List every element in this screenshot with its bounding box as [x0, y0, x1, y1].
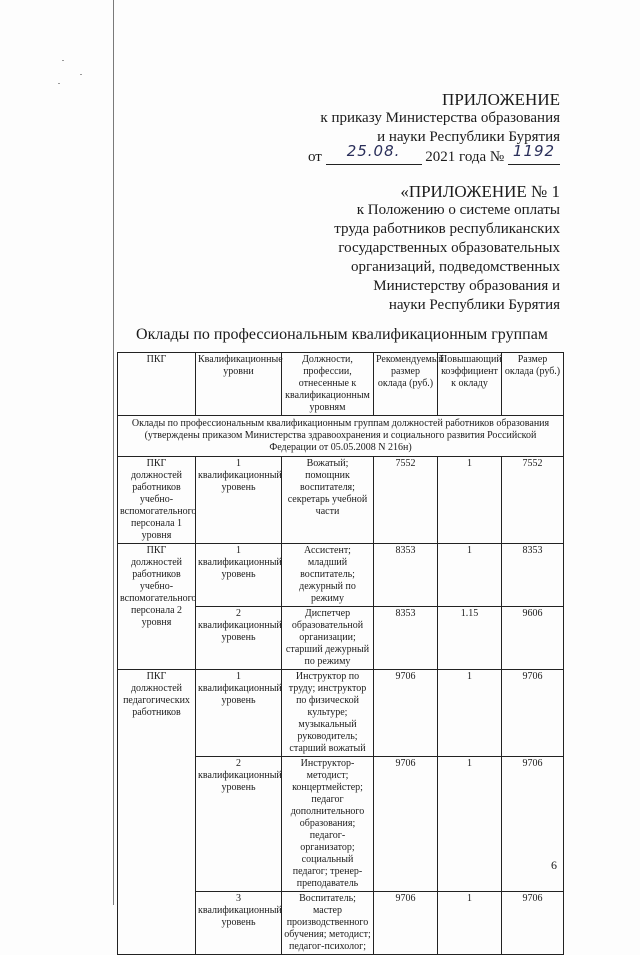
pkg-cell: ПКГ должностей работников учебно-вспомогательного персонала 2 уровня [118, 544, 196, 670]
pkg-cell: ПКГ должностей педагогических работников [118, 670, 196, 955]
appendix-ref-line: государственных образовательных [338, 240, 560, 256]
appendix-ref-line: Министерству образования и [373, 278, 560, 294]
positions-cell: Воспитатель; мастер производственного обучения; методист; педагог-психолог; [282, 892, 374, 955]
level-cell: 1 квалификационный уровень [196, 544, 282, 607]
coef-cell: 1 [438, 544, 502, 607]
appendix-ref-title: «ПРИЛОЖЕНИЕ № 1 [400, 182, 560, 201]
header-cell: Рекомендуемый размер оклада (руб.) [374, 353, 438, 416]
coef-cell: 1 [438, 892, 502, 955]
scan-speck [80, 74, 82, 75]
section-title: Оклады по профессиональным квалификационным группам должностей работников образования (утверждены приказом Министерства здравоохранения и социального развития Российской Федерации от 05.05.2008 N 216н) [118, 416, 564, 457]
coef-cell: 1.15 [438, 607, 502, 670]
order-line-1: к приказу Министерства образования [320, 110, 560, 126]
coef-cell: 1 [438, 457, 502, 544]
salary-cell: 9706 [502, 757, 564, 892]
coef-cell: 1 [438, 670, 502, 757]
recommended-cell: 9706 [374, 892, 438, 955]
salary-cell: 8353 [502, 544, 564, 607]
level-cell: 3 квалификационный уровень [196, 892, 282, 955]
date-field [326, 142, 422, 165]
pkg-cell: ПКГ должностей работников учебно-вспомогательного персонала 1 уровня [118, 457, 196, 544]
positions-cell: Вожатый; помощник воспитателя; секретарь учебной части [282, 457, 374, 544]
level-cell: 2 квалификационный уровень [196, 607, 282, 670]
recommended-cell: 8353 [374, 607, 438, 670]
page-number: 6 [551, 858, 557, 872]
appendix-ref-line: организаций, подведомственных [350, 259, 560, 275]
recommended-cell: 9706 [374, 757, 438, 892]
level-cell: 1 квалификационный уровень [196, 457, 282, 544]
header-cell: Должности, профессии, отнесенные к квалификационным уровням [282, 353, 374, 416]
scan-speck [62, 60, 64, 61]
appendix-ref-line: к Положению о системе оплаты [356, 202, 560, 218]
appendix-title: ПРИЛОЖЕНИЕ [442, 90, 560, 109]
page-fold-line [113, 0, 114, 905]
positions-cell: Инструктор по труду; инструктор по физической культуре; музыкальный руководитель; старший вожатый [282, 670, 374, 757]
positions-cell: Инструктор-методист; концертмейстер; педагог дополнительного образования; педагог-организатор; социальный педагог; тренер-преподаватель [282, 757, 374, 892]
appendix-ref-line: науки Республики Бурятия [388, 297, 560, 313]
salary-cell: 9606 [502, 607, 564, 670]
number-field [508, 142, 560, 165]
date-suffix: 2021 года № [425, 149, 505, 165]
header-cell: ПКГ [118, 353, 196, 416]
table-row [118, 457, 564, 544]
order-header [308, 90, 560, 167]
coef-cell: 1 [438, 757, 502, 892]
positions-cell: Ассистент; младший воспитатель; дежурный по режиму [282, 544, 374, 607]
recommended-cell: 7552 [374, 457, 438, 544]
handwritten-number: 1192 [512, 142, 556, 160]
document-title: Оклады по профессиональным квалификационным группам [136, 326, 548, 343]
recommended-cell: 8353 [374, 544, 438, 607]
appendix-ref-line: труда работников республиканских [334, 221, 560, 237]
table-header-row [118, 353, 564, 416]
salary-cell: 9706 [502, 892, 564, 955]
appendix-reference [334, 182, 560, 315]
level-cell: 2 квалификационный уровень [196, 757, 282, 892]
order-date-line [307, 142, 560, 167]
header-cell: Размер оклада (руб.) [502, 353, 564, 416]
salary-cell: 7552 [502, 457, 564, 544]
table-row [118, 670, 564, 757]
order-line-2: и науки Республики Бурятия [377, 129, 560, 145]
salary-table [117, 352, 564, 955]
positions-cell: Диспетчер образовательной организации; старший дежурный по режиму [282, 607, 374, 670]
salary-cell: 9706 [502, 670, 564, 757]
header-cell: Квалификационные уровни [196, 353, 282, 416]
handwritten-date: 25.08. [346, 142, 401, 160]
section-title-row [118, 416, 564, 457]
date-prefix: от [307, 149, 322, 165]
header-cell: Повышающий коэффициент к окладу [438, 353, 502, 416]
recommended-cell: 9706 [374, 670, 438, 757]
level-cell: 1 квалификационный уровень [196, 670, 282, 757]
table-row [118, 544, 564, 607]
scan-speck [58, 83, 60, 84]
